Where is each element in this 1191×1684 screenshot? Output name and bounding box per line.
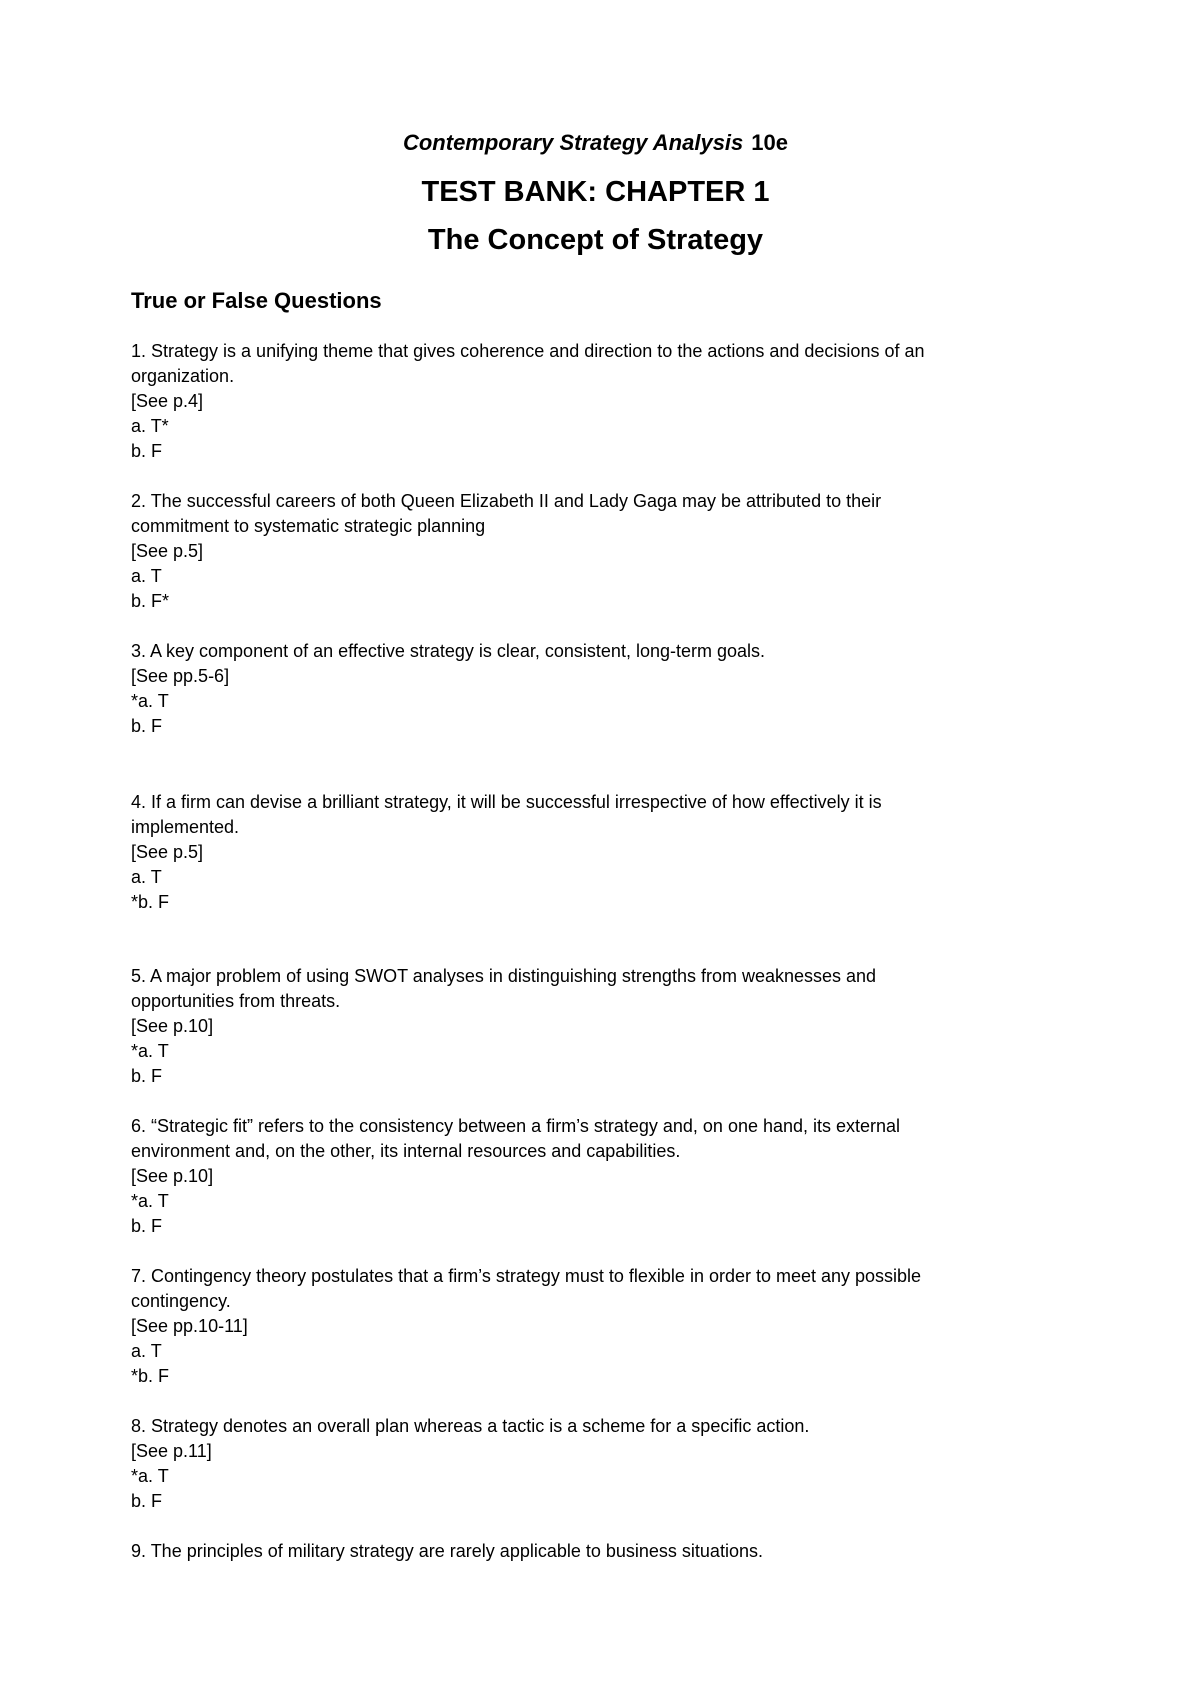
question-3 [131,639,1061,739]
page-reference: [See p.10] [131,1016,214,1036]
answer-option-a: a. T* [131,416,169,436]
answer-option-b: *b. F [131,1366,170,1386]
question-text-line: 7. Contingency theory postulates that a firm’s strategy must to flexible in order to meet any possible [131,1266,922,1286]
question-5 [131,964,1061,1089]
question-7 [131,1264,1061,1389]
question-text-line: organization. [131,366,235,386]
question-text-line: implemented. [131,817,240,837]
answer-option-b: b. F [131,1491,163,1511]
question-2 [131,489,1061,614]
question-text-line: environment and, on the other, its internal resources and capabilities. [131,1141,681,1161]
answer-option-b: b. F [131,441,163,461]
question-text-line: contingency. [131,1291,231,1311]
question-8 [131,1414,1061,1514]
answer-option-a: *a. T [131,691,169,711]
question-4 [131,790,1061,915]
question-text-line: 8. Strategy denotes an overall plan whereas a tactic is a scheme for a specific action. [131,1416,810,1436]
answer-option-b: b. F [131,1066,163,1086]
question-text-line: 6. “Strategic fit” refers to the consistency between a firm’s strategy and, on one hand, its external [131,1116,901,1136]
page-reference: [See p.11] [131,1441,212,1461]
chapter-title: The Concept of Strategy [427,224,764,256]
chapter-heading: TEST BANK: CHAPTER 1 [421,176,770,208]
question-text-line: 1. Strategy is a unifying theme that gives coherence and direction to the actions and decisions of an [131,341,925,361]
page-reference: [See pp.10-11] [131,1316,248,1336]
question-text-line: 2. The successful careers of both Queen Elizabeth II and Lady Gaga may be attributed to their [131,491,882,511]
answer-option-b: b. F [131,1216,163,1236]
question-text-line: commitment to systematic strategic planning [131,516,486,536]
page-reference: [See p.4] [131,391,204,411]
page-reference: [See p.5] [131,842,204,862]
answer-option-b: b. F* [131,591,170,611]
question-text-line: opportunities from threats. [131,991,341,1011]
answer-option-a: *a. T [131,1041,169,1061]
page-reference: [See p.5] [131,541,204,561]
question-1 [131,339,1061,464]
page-reference: [See p.10] [131,1166,214,1186]
answer-option-b: b. F [131,716,163,736]
edition-label: 10e [751,130,788,155]
answer-option-a: a. T [131,1341,162,1361]
answer-option-a: a. T [131,566,162,586]
book-title: Contemporary Strategy Analysis [402,130,744,155]
question-text-line: 9. The principles of military strategy are rarely applicable to business situations. [131,1541,763,1561]
answer-option-b: *b. F [131,892,170,912]
question-9 [131,1539,1061,1564]
question-text-line: 5. A major problem of using SWOT analyses in distinguishing strengths from weaknesses and [131,966,877,986]
question-text-line: 3. A key component of an effective strategy is clear, consistent, long-term goals. [131,641,766,661]
question-6 [131,1114,1061,1239]
question-text-line: 4. If a firm can devise a brilliant strategy, it will be successful irrespective of how effectively it is [131,792,882,812]
section-heading: True or False Questions [131,288,382,313]
book-title-line [0,128,1191,158]
answer-option-a: *a. T [131,1466,169,1486]
answer-option-a: a. T [131,867,162,887]
page-reference: [See pp.5-6] [131,666,230,686]
answer-option-a: *a. T [131,1191,169,1211]
